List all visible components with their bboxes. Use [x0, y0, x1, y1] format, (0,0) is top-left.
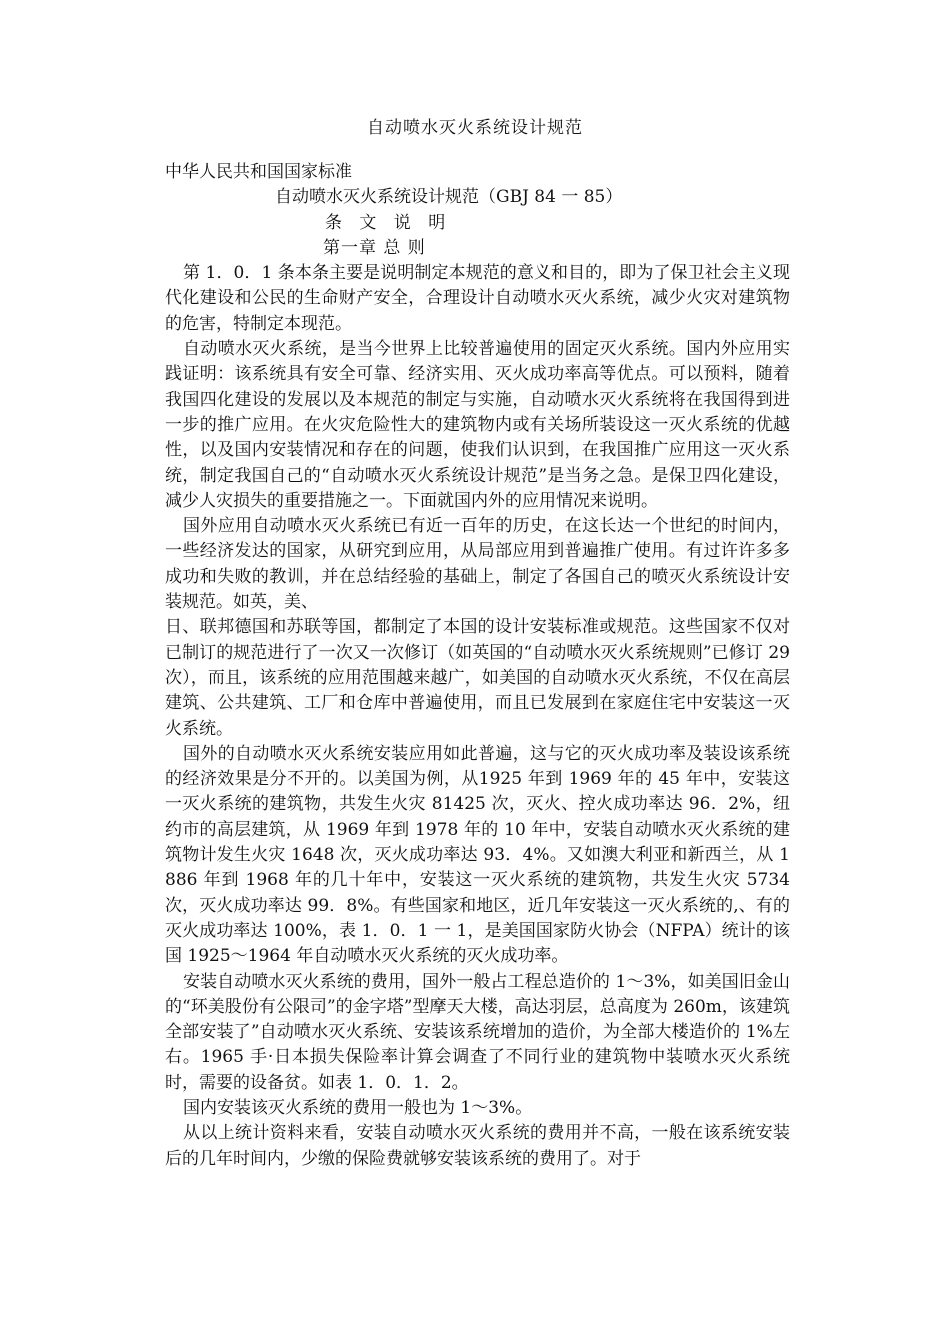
paragraph-2: 自动喷水灭火系统，是当今世界上比较普遍使用的固定灭火系统。国内外应用实践证明：该系统具有安全可靠、经济实用、灭火成功率高等优点。可以预料，随着我国四化建设的发展以及本规范的制定与实施，自动喷水灭火系统将在我国得到进一步的推广应用。在火灾危险性大的建筑物内或有关场所装设这一灭火系统的优越性，以及国内安装情况和存在的问题，使我们认识到，在我国推广应用这一灭火系统，制定我国自己的“自动喷水灭火系统设计规范”是当务之急。是保卫四化建设，减少人灾损失的重要措施之一。下面就国内外的应用情况来说明。: [165, 339, 790, 511]
paragraph-3-continued: 日、联邦德国和苏联等国，都制定了本国的设计安装标准或规范。这些国家不仅对已制订的规范进行了一次又一次修订（如英国的“自动喷水灭火系统规则”已修订 29 次），而且，该系统的应用范围越来越广，如美国的自动喷水灭火系统，不仅在高层建筑、公共建筑、工厂和仓库中普遍使用，而且已发展到在家庭住宅中安装这一灭火系统。: [165, 617, 790, 739]
paragraph-7: 从以上统计资料来看，安装自动喷水灭火系统的费用并不高，一般在该系统安装后的几年时间内，少缴的保险费就够安装该系统的费用了。对于: [165, 1123, 790, 1169]
paragraph-5: 安装自动喷水灭火系统的费用，国外一般占工程总造价的 1～3%，如美国旧金山的“环美股份有公限司”的金字塔”型摩天大楼，高达羽层，总高度为 260m，该建筑全部安装了”自动喷水灭火系统、安装该系统增加的造价，为全部大楼造价的 1%左右。1965 手·日本损失保险率计算会调查了不同行业的建筑物中装喷水灭火系统时，需要的设备贫。如表 1．0．1．2。: [165, 971, 790, 1093]
document-body: [165, 160, 790, 1172]
paragraph-4: 国外的自动喷水灭火系统安装应用如此普遍，这与它的灭火成功率及装设该系统的经济效果是分不开的。以美国为例，从1925 年到 1969 年的 45 年中，安装这一灭火系统的建筑物，共发生火灾 81425 次，灭火、控火成功率达 96．2%，纽约市的高层建筑，从 1969 年到 1978 年的 10 年中，安装自动喷水灭火系统的建筑物计发生火灾 1648 次，灭火成功率达 93．4%。又如澳大利亚和新西兰，从 1886 年到 1968 年的几十年中，安装这一灭火系统的建筑物，共发生火灾 5734 次，灭火成功率达 99．8%。有些国家和地区，近几年安装这一灭火系统的,、有的灭火成功率达 100%，表 1．0．1 一 1，是美国国家防火协会（NFPA）统计的该国 1925～1964 年自动喷水灭火系统的灭火成功率。: [165, 743, 790, 967]
paragraph-3: 国外应用自动喷水灭火系统已有近一百年的历史，在这长达一个世纪的时间内，一些经济发达的国家，从研究到应用，从局部应用到普遍推广使用。有过许许多多成功和失败的教训，并在总结经验的基础上，制定了各国自己的喷灭火系统设计安装规范。如英，美、: [165, 516, 790, 613]
paragraph-1: 第 1．0．1 条本条主要是说明制定本规范的意义和目的，即为了保卫社会主义现代化建设和公民的生命财产安全，合理设计自动喷水灭火系统，减少火灾对建筑物的危害，特制定本现范。: [165, 263, 790, 334]
paragraph-6: 国内安装该灭火系统的费用一般也为 1～3%。: [183, 1097, 533, 1118]
notes-label: 条 文 说 明: [325, 212, 452, 233]
document-subtitle: 自动喷水灭火系统设计规范（GBJ 84 一 85）: [275, 187, 623, 208]
standard-label: 中华人民共和国国家标准: [165, 162, 352, 182]
chapter-title: 第一章 总 则: [323, 237, 426, 258]
page-title: 自动喷水灭火系统设计规范: [367, 118, 583, 138]
